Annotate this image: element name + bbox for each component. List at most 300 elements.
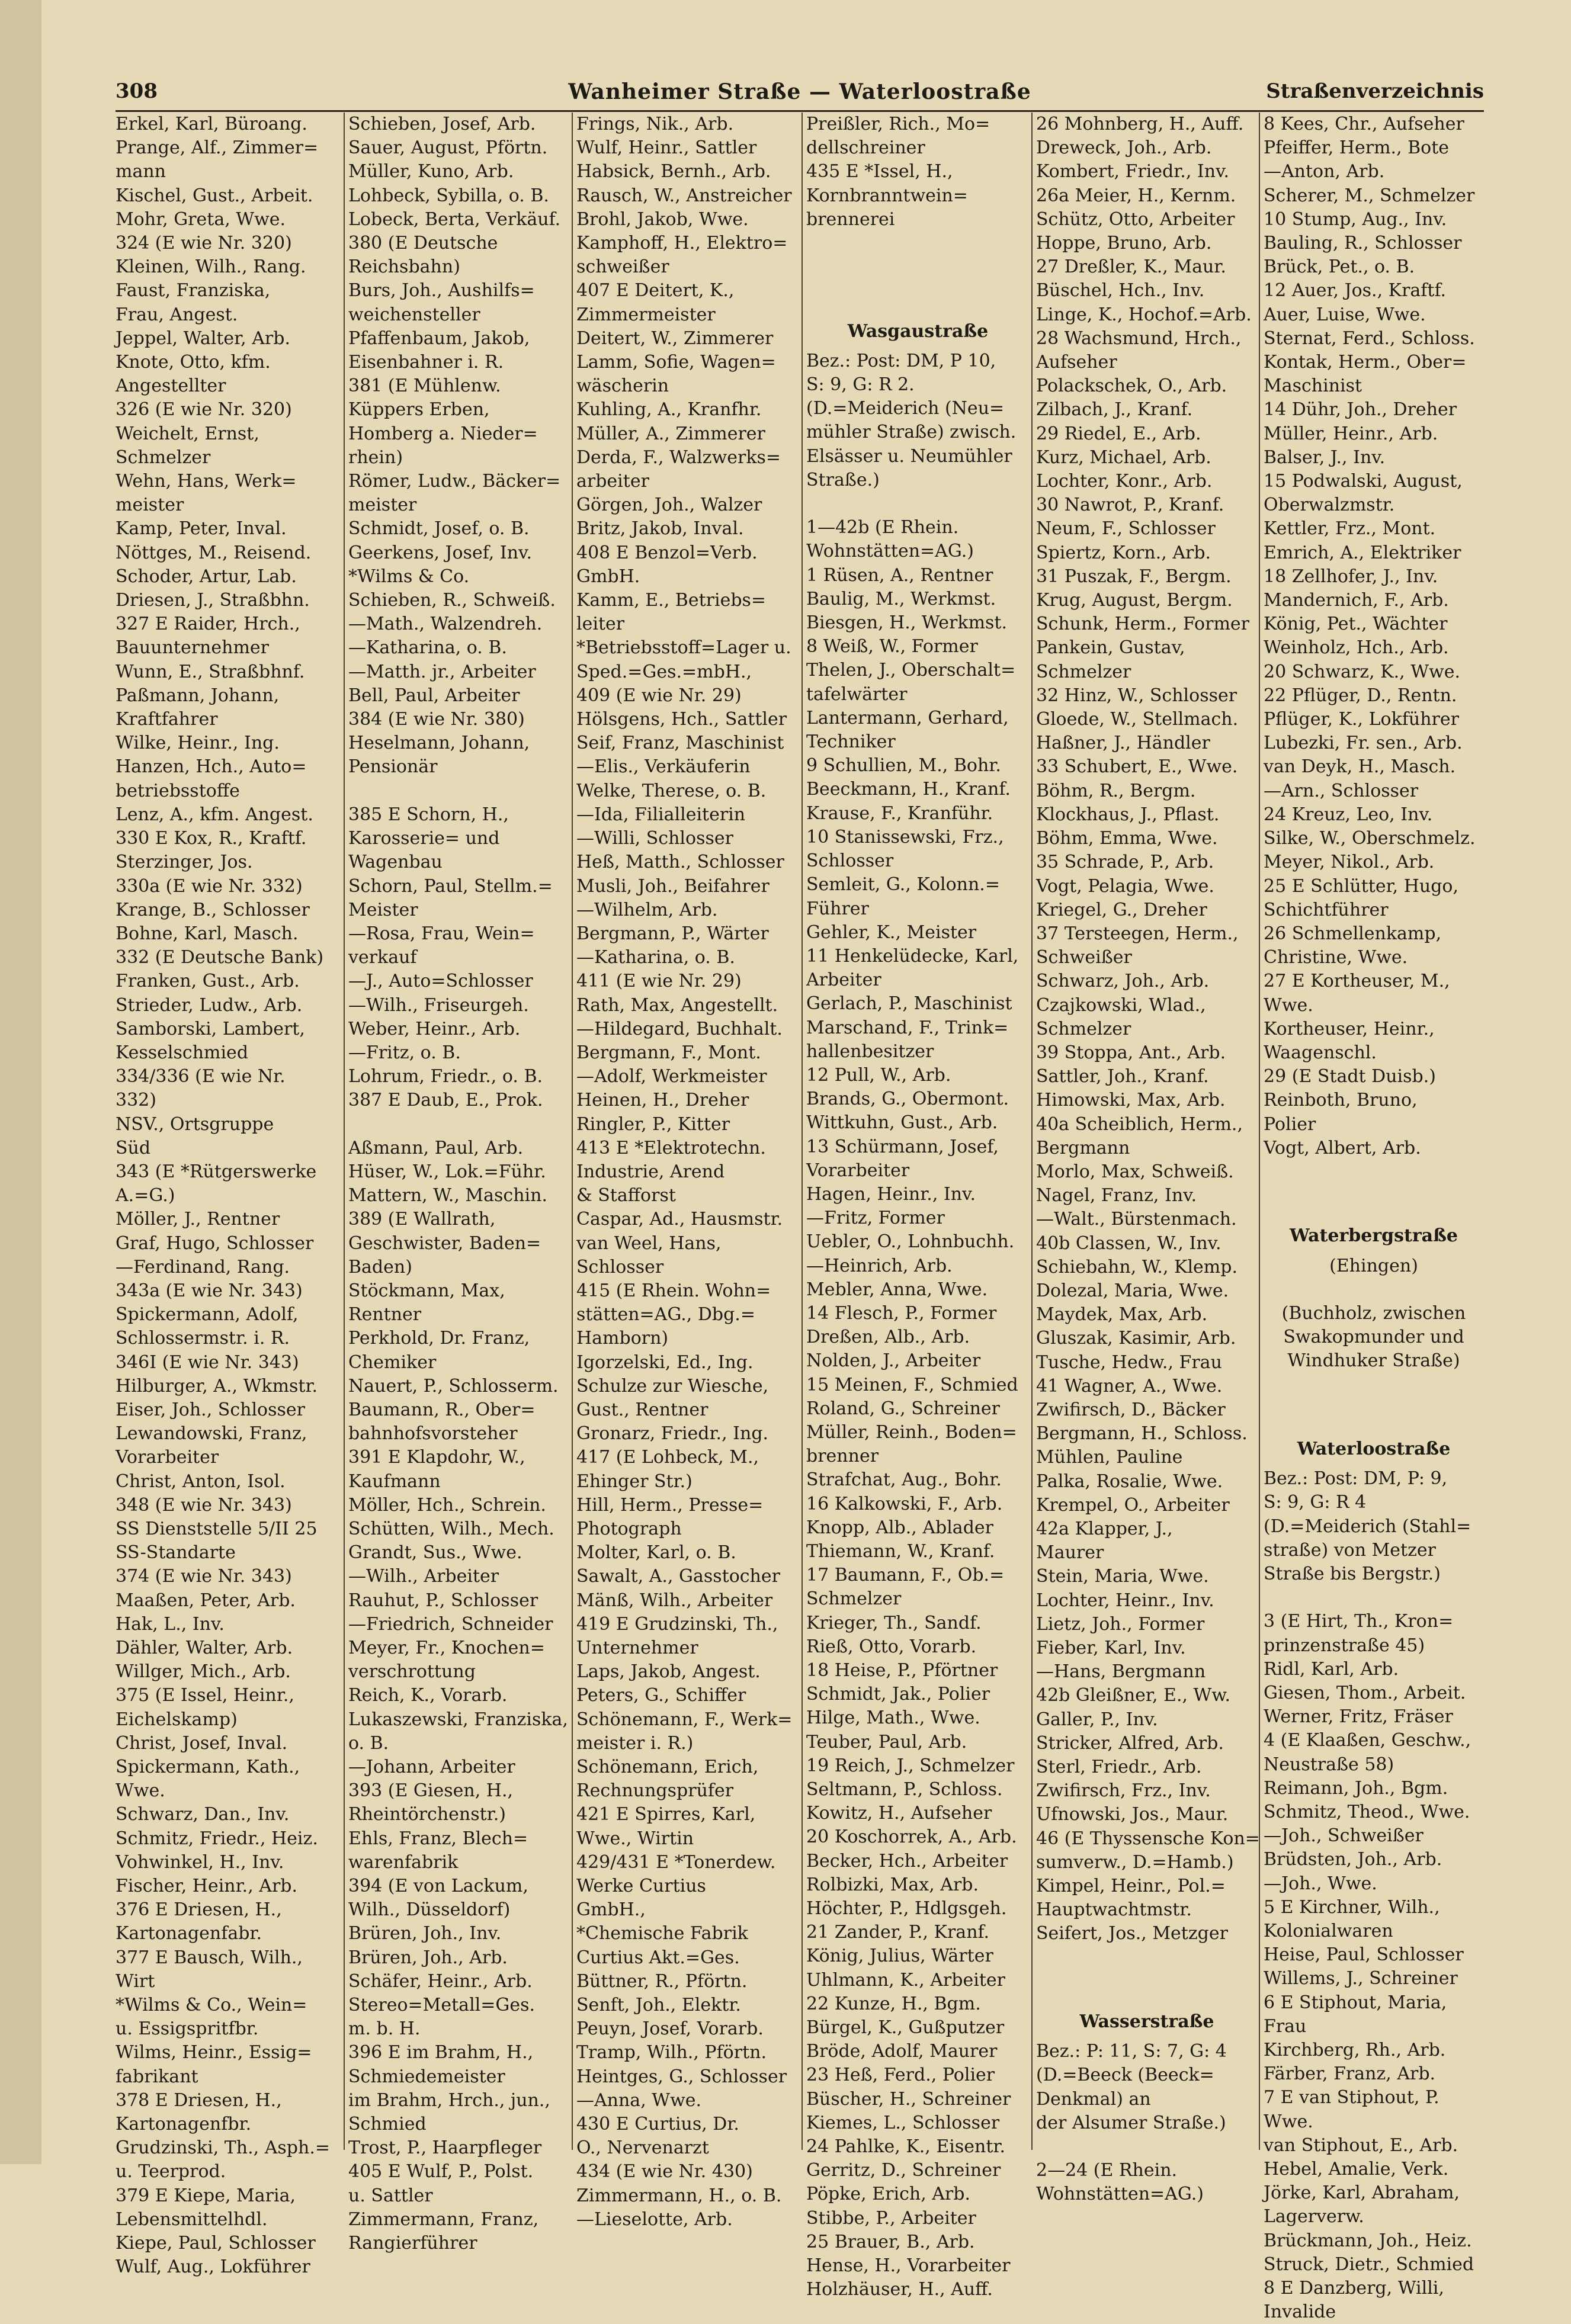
directory-entry: Müller, Heinr., Arb.: [1264, 423, 1438, 444]
directory-entry: [806, 279, 1030, 303]
directory-entry: Lebensmittelhdl.: [116, 2209, 268, 2230]
directory-entry: Meyer, Fr., Knochen=: [348, 1638, 545, 1658]
directory-entry: Schmelzer: [1036, 661, 1131, 682]
directory-entry: Schwarz, Dan., Inv.: [116, 1804, 290, 1825]
directory-entry: Stricker, Alfred, Arb.: [1036, 1732, 1224, 1754]
directory-entry: 324 (E wie Nr. 320): [116, 233, 292, 254]
directory-entry: Bauunternehmer: [116, 637, 269, 659]
directory-entry: Beeckmann, H., Kranf.: [806, 779, 1011, 800]
directory-entry: 20 Koschorrek, A., Arb.: [806, 1827, 1017, 1848]
directory-entry: Kleinen, Wilh., Rang.: [116, 256, 306, 278]
directory-entry: —J., Auto=Schlosser: [348, 971, 533, 992]
directory-entry: 394 (E von Lackum,: [348, 1876, 528, 1897]
directory-entry: Roland, G., Schreiner: [806, 1398, 1001, 1419]
directory-entry: Techniker: [806, 731, 896, 753]
directory-entry: betriebsstoffe: [116, 780, 240, 801]
directory-entry: [1264, 1373, 1484, 1397]
directory-entry: Spickermann, Adolf,: [116, 1304, 299, 1325]
directory-entry: Schiebahn, W., Klemp.: [1036, 1256, 1237, 1277]
directory-entry: der Alsumer Straße.): [1036, 2112, 1226, 2133]
directory-entry: Knopp, Alb., Ablader: [806, 1517, 993, 1538]
directory-entry: Stibbe, P., Arbeiter: [806, 2207, 976, 2229]
street-heading: Wasgaustraße: [847, 320, 989, 342]
directory-entry: 28 Wachsmund, Hrch.,: [1036, 328, 1242, 349]
directory-entry: 376 E Driesen, H.,: [116, 1899, 282, 1921]
directory-entry: Bröde, Adolf, Maurer: [806, 2041, 998, 2062]
directory-entry: 393 (E Giesen, H.,: [348, 1780, 514, 1802]
directory-entry: Laps, Jakob, Angest.: [576, 1661, 761, 1683]
directory-entry: Kamphoff, H., Elektro=: [576, 233, 788, 254]
directory-entry: Brüren, Joh., Arb.: [348, 1947, 508, 1968]
directory-entry: 327 E Raider, Hrch.,: [116, 614, 300, 635]
directory-entry: tafelwärter: [806, 683, 908, 705]
directory-entry: Perkhold, Dr. Franz,: [348, 1328, 530, 1349]
directory-entry: Wilke, Heinr., Ing.: [116, 733, 280, 754]
directory-entry: Rechnungsprüfer: [576, 1780, 734, 1802]
directory-entry: —Hildegard, Buchhalt.: [576, 1018, 783, 1039]
directory-entry: bahnhofsvorsteher: [348, 1423, 518, 1445]
directory-entry: Thiemann, W., Kranf.: [806, 1540, 995, 1562]
directory-entry: verkauf: [348, 947, 417, 968]
directory-entry: 24 Pahlke, K., Eisentr.: [806, 2136, 1005, 2158]
directory-entry: Wunn, E., Straßbhnf.: [116, 661, 305, 682]
page-number: 308: [116, 79, 158, 103]
directory-entry: Silke, W., Oberschmelz.: [1264, 828, 1476, 849]
directory-entry: Heß, Matth., Schlosser: [576, 852, 784, 873]
directory-entry: *Wilms & Co.: [348, 566, 470, 587]
directory-entry: Nolden, J., Arbeiter: [806, 1350, 981, 1372]
street-note: Swakopmunder und: [1283, 1327, 1464, 1348]
directory-entry: 15 Meinen, F., Schmied: [806, 1374, 1018, 1395]
directory-entry: van Weel, Hans,: [576, 1232, 722, 1254]
directory-entry: Kortheuser, Heinr.,: [1264, 1018, 1435, 1039]
directory-entry: —Math., Walzendreh.: [348, 614, 543, 635]
directory-entry: Büttner, R., Pförtn.: [576, 1970, 748, 1992]
directory-entry: —Johann, Arbeiter: [348, 1757, 515, 1778]
directory-entry: Wwe., Wirtin: [576, 1828, 694, 1849]
directory-entry: Hölsgens, Hch., Sattler: [576, 709, 787, 730]
directory-entry: 330a (E wie Nr. 332): [116, 875, 303, 897]
directory-entry: Wulf, Aug., Lokführer: [116, 2256, 310, 2278]
directory-entry: 27 E Kortheuser, M.,: [1264, 971, 1450, 992]
directory-entry: Sattler, Joh., Kranf.: [1036, 1066, 1209, 1087]
directory-entry: Weinholz, Hch., Arb.: [1264, 637, 1449, 659]
directory-entry: Lohbeck, Sybilla, o. B.: [348, 185, 549, 206]
directory-entry: schweißer: [576, 256, 669, 278]
directory-entry: 12 Pull, W., Arb.: [806, 1064, 951, 1086]
directory-entry: Führer: [806, 898, 869, 919]
directory-entry: Grandt, Sus., Wwe.: [348, 1542, 522, 1564]
directory-entry: Graf, Hugo, Schlosser: [116, 1232, 314, 1254]
directory-entry: Aßmann, Paul, Arb.: [348, 1137, 524, 1158]
directory-entry: Gerritz, D., Schreiner: [806, 2160, 1001, 2181]
directory-entry: Kurz, Michael, Arb.: [1036, 447, 1211, 468]
directory-entry: 332 (E Deutsche Bank): [116, 947, 324, 968]
directory-entry: Vohwinkel, H., Inv.: [116, 1851, 284, 1873]
directory-entry: GmbH.,: [576, 1899, 646, 1921]
directory-entry: Maaßen, Peter, Arb.: [116, 1590, 296, 1611]
directory-entry: 18 Zellhofer, J., Inv.: [1264, 566, 1438, 587]
directory-entry: —Hans, Bergmann: [1036, 1661, 1206, 1683]
directory-entry: 11 Henkelüdecke, Karl,: [806, 945, 1019, 967]
directory-entry: Schoder, Artur, Lab.: [116, 566, 297, 587]
directory-entry: *Betriebsstoff=Lager u.: [576, 637, 791, 659]
directory-entry: mann: [116, 161, 166, 182]
directory-entry: 17 Baumann, F., Ob.=: [806, 1565, 1005, 1586]
directory-entry: Vorarbeiter: [806, 1160, 910, 1181]
directory-entry: Schmied: [348, 2114, 427, 2135]
directory-entry: Hauptwachtmstr.: [1036, 1899, 1192, 1921]
directory-entry: Görgen, Joh., Walzer: [576, 495, 762, 516]
directory-entry: Schönemann, F., Werk=: [576, 1709, 793, 1730]
directory-entry: Kamp, Peter, Inval.: [116, 518, 287, 540]
directory-entry: Schlosser: [806, 850, 894, 872]
directory-entry: 6 E Stiphout, Maria,: [1264, 1992, 1447, 2013]
section-title: Straßenverzeichnis: [1266, 79, 1484, 103]
directory-entry: [1264, 1160, 1484, 1184]
directory-entry: Lochter, Heinr., Inv.: [1036, 1590, 1214, 1611]
directory-entry: Krempel, O., Arbeiter: [1036, 1494, 1230, 1516]
directory-entry: NSV., Ortsgruppe: [116, 1113, 274, 1135]
directory-entry: Baumann, R., Ober=: [348, 1399, 536, 1420]
directory-entry: Vogt, Albert, Arb.: [1264, 1137, 1421, 1158]
directory-entry: Erkel, Karl, Büroang.: [116, 114, 307, 134]
directory-entry: Rentner: [348, 1304, 422, 1325]
column-5: [1031, 113, 1260, 2205]
directory-entry: Reinboth, Bruno,: [1264, 1090, 1418, 1111]
directory-entry: im Brahm, Hrch., jun.,: [348, 2089, 550, 2111]
street-heading: Waterbergstraße: [1290, 1225, 1458, 1247]
directory-entry: Uebler, O., Lohnbuchh.: [806, 1231, 1015, 1253]
directory-entry: Pfaffenbaum, Jakob,: [348, 328, 530, 349]
directory-entry: 42b Gleißner, E., Ww.: [1036, 1685, 1231, 1706]
directory-entry: —Friedrich, Schneider: [348, 1613, 553, 1635]
directory-entry: 408 E Benzol=Verb.: [576, 542, 758, 563]
directory-entry: [348, 1113, 570, 1137]
directory-entry: prinzenstraße 45): [1264, 1635, 1425, 1656]
directory-entry: Semleit, G., Kolonn.=: [806, 874, 1000, 895]
directory-entry: 332): [116, 1090, 156, 1111]
directory-entry: 22 Pflüger, D., Rentn.: [1264, 685, 1457, 706]
directory-entry: 391 E Klapdohr, W.,: [348, 1447, 525, 1468]
directory-entry: 385 E Schorn, H.,: [348, 804, 509, 825]
directory-entry: Schönemann, Erich,: [576, 1757, 759, 1778]
directory-entry: Frau: [1264, 2015, 1307, 2037]
directory-entry: Thelen, J., Oberschalt=: [806, 660, 1016, 681]
directory-entry: 4 (E Klaaßen, Geschw.,: [1264, 1730, 1471, 1751]
directory-entry: 31 Puszak, F., Bergm.: [1036, 566, 1232, 587]
directory-entry: —Wilh., Arbeiter: [348, 1566, 499, 1587]
directory-entry: 330 E Kox, R., Kraftf.: [116, 828, 307, 849]
directory-entry: Trost, P., Haarpfleger: [348, 2137, 542, 2159]
street-heading: Wasserstraße: [1079, 2011, 1214, 2033]
directory-entry: Unternehmer: [576, 1638, 698, 1658]
directory-entry: Gronarz, Friedr., Ing.: [576, 1423, 769, 1445]
directory-entry: Lohrum, Friedr., o. B.: [348, 1066, 543, 1087]
directory-entry: Schmelzer: [1036, 1018, 1131, 1039]
directory-entry: Bell, Paul, Arbeiter: [348, 685, 520, 706]
directory-entry: m. b. H.: [348, 2018, 421, 2040]
directory-entry: Elsässer u. Neumühler: [806, 445, 1012, 467]
directory-entry: Christine, Wwe.: [1264, 947, 1408, 968]
page-header: [116, 79, 1484, 115]
directory-entry: Weber, Heinr., Arb.: [348, 1018, 521, 1039]
directory-entry: 26a Meier, H., Kernm.: [1036, 185, 1236, 206]
directory-entry: Biesgen, H., Werkmst.: [806, 612, 1008, 634]
directory-entry: Musli, Joh., Beifahrer: [576, 875, 770, 897]
directory-entry: Mänß, Wilh., Arbeiter: [576, 1590, 773, 1611]
directory-entry: Hilburger, A., Wkmstr.: [116, 1375, 318, 1397]
directory-entry: Dolezal, Maria, Wwe.: [1036, 1280, 1229, 1301]
directory-entry: Fieber, Karl, Inv.: [1036, 1638, 1186, 1658]
directory-entry: Holzhäuser, H., Auff.: [806, 2279, 993, 2300]
directory-entry: Frings, Nik., Arb.: [576, 114, 734, 134]
directory-entry: —Walt., Bürstenmach.: [1036, 1209, 1237, 1230]
directory-entry: Habsick, Bernh., Arb.: [576, 161, 771, 182]
directory-entry: Christ, Josef, Inval.: [116, 1732, 288, 1754]
directory-entry: —Joh., Schweißer: [1264, 1825, 1423, 1847]
directory-entry: 42a Klapper, J.,: [1036, 1518, 1173, 1539]
directory-entry: Haßner, J., Händler: [1036, 733, 1210, 754]
directory-entry: van Deyk, H., Masch.: [1264, 756, 1456, 778]
directory-entry: Hak, L., Inv.: [116, 1613, 225, 1635]
directory-entry: Werke Curtius: [576, 1876, 706, 1897]
directory-entry: Lantermann, Gerhard,: [806, 707, 1009, 728]
directory-entry: 430 E Curtius, Dr.: [576, 2114, 739, 2135]
directory-entry: Galler, P., Inv.: [1036, 1709, 1158, 1730]
directory-entry: Sawalt, A., Gasstocher: [576, 1566, 780, 1587]
directory-entry: —Matth. jr., Arbeiter: [348, 661, 536, 682]
directory-entry: Pfeiffer, Herm., Bote: [1264, 137, 1450, 159]
directory-entry: 22 Kunze, H., Bgm.: [806, 1993, 981, 2014]
directory-entry: Kamm, E., Betriebs=: [576, 590, 767, 611]
directory-entry: 387 E Daub, E., Prok.: [348, 1090, 543, 1111]
directory-entry: Zwifirsch, D., Bäcker: [1036, 1399, 1226, 1420]
directory-entry: 405 E Wulf, P., Polst.: [348, 2161, 534, 2182]
street-heading: Waterloostraße: [1297, 1438, 1451, 1459]
directory-entry: Böhm, Emma, Wwe.: [1036, 828, 1218, 849]
directory-entry: Lagerverw.: [1264, 2206, 1364, 2227]
directory-entry: Palka, Rosalie, Wwe.: [1036, 1471, 1223, 1492]
directory-entry: Wwe.: [116, 1780, 165, 1802]
directory-entry: Prange, Alf., Zimmer=: [116, 137, 319, 159]
directory-entry: 26 Mohnberg, H., Auff.: [1036, 114, 1244, 134]
directory-entry: 16 Kalkowski, F., Arb.: [806, 1493, 1003, 1514]
directory-entry: 381 (E Mühlenw.: [348, 375, 501, 397]
directory-entry: 14 Flesch, P., Former: [806, 1302, 997, 1324]
directory-entry: Schunk, Herm., Former: [1036, 614, 1249, 635]
directory-entry: 429/431 E *Tonerdew.: [576, 1851, 776, 1873]
directory-entry: Spiertz, Korn., Arb.: [1036, 542, 1211, 563]
street-note: (Buchholz, zwischen: [1281, 1302, 1466, 1324]
directory-entry: Rieß, Otto, Vorarb.: [806, 1636, 977, 1657]
directory-entry: 26 Schmellenkamp,: [1264, 923, 1442, 944]
directory-entry: 39 Stoppa, Ant., Arb.: [1036, 1042, 1226, 1063]
directory-entry: 415 (E Rhein. Wohn=: [576, 1280, 771, 1301]
directory-entry: Fischer, Heinr., Arb.: [116, 1876, 298, 1897]
directory-entry: König, Pet., Wächter: [1264, 614, 1448, 635]
directory-entry: 434 (E wie Nr. 430): [576, 2161, 753, 2182]
directory-entry: [806, 492, 1030, 516]
directory-entry: Pensionär: [348, 756, 438, 778]
directory-entry: 25 E Schlütter, Hugo,: [1264, 875, 1459, 897]
directory-entry: sumverw., D.=Hamb.): [1036, 1851, 1234, 1873]
directory-entry: Eichelskamp): [116, 1709, 238, 1730]
directory-entry: Wittkuhn, Gust., Arb.: [806, 1112, 998, 1134]
header-rule: [116, 110, 1484, 112]
directory-entry: Sauer, August, Pförtn.: [348, 137, 548, 159]
directory-entry: rhein): [348, 447, 403, 468]
directory-entry: Marschand, F., Trink=: [806, 1017, 1009, 1038]
directory-entry: Kriegel, G., Dreher: [1036, 899, 1207, 920]
directory-entry: Schwarz, Joh., Arb.: [1036, 971, 1210, 992]
page-spine-shadow: [0, 0, 41, 2164]
directory-entry: 24 Kreuz, Leo, Inv.: [1264, 804, 1433, 825]
directory-entry: Gust., Rentner: [576, 1399, 708, 1420]
directory-entry: Sterl, Friedr., Arb.: [1036, 1757, 1202, 1778]
directory-entry: Franken, Gust., Arb.: [116, 971, 300, 992]
directory-entry: 419 E Grudzinski, Th.,: [576, 1613, 778, 1635]
directory-entry: Knote, Otto, kfm.: [116, 352, 271, 373]
directory-entry: —Katharina, o. B.: [576, 947, 735, 968]
directory-entry: Mattern, W., Maschin.: [348, 1185, 547, 1206]
directory-entry: —Elis., Verkäuferin: [576, 756, 751, 778]
directory-entry: Senft, Joh., Elektr.: [576, 1995, 741, 2016]
directory-entry: 13 Schürmann, Josef,: [806, 1136, 999, 1157]
directory-entry: Nagel, Franz, Inv.: [1036, 1185, 1197, 1206]
directory-entry: 18 Heise, P., Pförtner: [806, 1660, 998, 1681]
directory-entry: Kiemes, L., Schlosser: [806, 2112, 1000, 2133]
directory-entry: Caspar, Ad., Hausmstr.: [576, 1209, 783, 1230]
directory-entry: Wwe.: [1264, 2111, 1313, 2132]
directory-entry: Müller, A., Zimmerer: [576, 423, 765, 444]
directory-entry: Brands, G., Obermont.: [806, 1089, 1009, 1110]
directory-entry: Möller, Hch., Schrein.: [348, 1494, 546, 1516]
directory-entry: Heise, Paul, Schlosser: [1264, 1944, 1464, 1966]
directory-entry: Sped.=Ges.=mbH.,: [576, 661, 752, 682]
directory-entry: Kettler, Frz., Mont.: [1264, 518, 1436, 540]
directory-entry: Kirchberg, Rh., Arb.: [1264, 2040, 1446, 2061]
directory-entry: Morlo, Max, Schweiß.: [1036, 1161, 1234, 1182]
directory-entry: Bez.: P: 11, S: 7, G: 4: [1036, 2041, 1227, 2062]
directory-entry: Wohnstätten=AG.): [1036, 2184, 1204, 2205]
directory-entry: Bez.: Post: DM, P 10,: [806, 350, 996, 371]
directory-entry: Lobeck, Berta, Verkäuf.: [348, 208, 561, 230]
directory-entry: [806, 255, 1030, 279]
directory-entry: —Ferdinand, Rang.: [116, 1256, 290, 1277]
directory-entry: Kiepe, Paul, Schlosser: [116, 2233, 316, 2254]
directory-entry: Kesselschmied: [116, 1042, 249, 1063]
directory-entry: Ehinger Str.): [576, 1471, 692, 1492]
directory-entry: Meyer, Nikol., Arb.: [1264, 852, 1435, 873]
directory-entry: 15 Podwalski, August,: [1264, 471, 1463, 492]
directory-entry: Sternat, Ferd., Schloss.: [1264, 328, 1475, 349]
directory-entry: Arbeiter: [806, 970, 881, 991]
directory-entry: S: 9, G: R 4: [1264, 1492, 1367, 1513]
directory-entry: Wulf, Heinr., Sattler: [576, 137, 757, 159]
directory-entry: —Lieselotte, Arb.: [576, 2209, 733, 2230]
directory-entry: Schlossermstr. i. R.: [116, 1328, 290, 1349]
directory-entry: Wagenbau: [348, 852, 443, 873]
directory-entry: Büscher, H., Schreiner: [806, 2088, 1011, 2110]
directory-entry: 411 (E wie Nr. 29): [576, 971, 742, 992]
directory-entry: 380 (E Deutsche: [348, 233, 498, 254]
directory-entry: [1036, 1970, 1258, 1994]
directory-entry: Faust, Franziska,: [116, 280, 271, 301]
directory-entry: Schäfer, Heinr., Arb.: [348, 1970, 533, 1992]
directory-entry: 334/336 (E wie Nr.: [116, 1066, 286, 1087]
directory-entry: (D.=Meiderich (Stahl=: [1264, 1516, 1471, 1537]
directory-entry: Bauling, R., Schlosser: [1264, 233, 1462, 254]
directory-entry: Römer, Ludw., Bäcker=: [348, 471, 561, 492]
directory-entry: —Arn., Schlosser: [1264, 780, 1419, 801]
street-note: Windhuker Straße): [1287, 1350, 1460, 1372]
directory-entry: 29 Riedel, E., Arb.: [1036, 423, 1201, 444]
directory-entry: 396 E im Brahm, H.,: [348, 2042, 534, 2063]
directory-entry: SS-Standarte: [116, 1542, 236, 1564]
directory-entry: Rheintörchenstr.): [348, 1804, 506, 1825]
directory-entry: Hill, Herm., Presse=: [576, 1494, 764, 1516]
directory-entry: Mohr, Greta, Wwe.: [116, 208, 286, 230]
directory-entry: Heintges, G., Schlosser: [576, 2066, 787, 2087]
directory-entry: Böhm, R., Bergm.: [1036, 780, 1196, 801]
directory-entry: Gloede, W., Stellmach.: [1036, 709, 1239, 730]
directory-entry: Welke, Therese, o. B.: [576, 780, 767, 801]
directory-entry: 5 E Kirchner, Wilh.,: [1264, 1896, 1440, 1918]
directory-entry: Schmelzer: [806, 1588, 902, 1610]
directory-entry: Schulze zur Wiesche,: [576, 1375, 769, 1397]
directory-entry: Brückmann, Joh., Heiz.: [1264, 2230, 1472, 2251]
directory-entry: 377 E Bausch, Wilh.,: [116, 1947, 303, 1968]
directory-entry: Schieben, R., Schweiß.: [348, 590, 556, 611]
directory-entry: [1264, 1278, 1484, 1302]
directory-entry: Schlosser: [576, 1256, 664, 1277]
directory-entry: Süd: [116, 1137, 151, 1158]
directory-entry: Bergmann, F., Mont.: [576, 1042, 761, 1063]
directory-entry: Kombert, Friedr., Inv.: [1036, 161, 1230, 182]
directory-entry: Stereo=Metall=Ges.: [348, 1995, 536, 2016]
directory-entry: 389 (E Wallrath,: [348, 1209, 496, 1230]
directory-entry: [1036, 1946, 1258, 1970]
directory-entry: Balser, J., Inv.: [1264, 447, 1386, 468]
directory-entry: Zimmermann, H., o. B.: [576, 2185, 782, 2206]
directory-entry: Zimmermann, Franz,: [348, 2209, 539, 2230]
directory-entry: 326 (E wie Nr. 320): [116, 399, 292, 420]
directory-entry: —Anton, Arb.: [1264, 161, 1385, 182]
directory-entry: 27 Dreßler, K., Maur.: [1036, 256, 1226, 278]
directory-entry: Brüdsten, Joh., Arb.: [1264, 1849, 1442, 1870]
directory-entry: [806, 232, 1030, 255]
directory-entry: Peuyn, Josef, Vorarb.: [576, 2018, 764, 2040]
directory-entry: Grudzinski, Th., Asph.=: [116, 2137, 330, 2159]
directory-entry: Schütz, Otto, Arbeiter: [1036, 208, 1235, 230]
directory-entry: Möller, J., Rentner: [116, 1209, 280, 1230]
directory-entry: Gerlach, P., Maschinist: [806, 993, 1012, 1015]
directory-entry: Büschel, Hch., Inv.: [1036, 280, 1205, 301]
directory-entry: Burs, Joh., Aushilfs=: [348, 280, 535, 301]
directory-entry: Bez.: Post: DM, P: 9,: [1264, 1468, 1448, 1490]
directory-entry: Himowski, Max, Arb.: [1036, 1090, 1226, 1111]
directory-entry: Vorarbeiter: [116, 1447, 219, 1468]
directory-entry: Pankein, Gustav,: [1036, 637, 1185, 659]
directory-entry: 378 E Driesen, H.,: [116, 2089, 282, 2111]
directory-entry: —Joh., Wwe.: [1264, 1873, 1377, 1894]
directory-entry: 10 Stump, Aug., Inv.: [1264, 208, 1447, 230]
directory-entry: Reichsbahn): [348, 256, 460, 278]
directory-entry: van Stiphout, E., Arb.: [1264, 2134, 1458, 2156]
directory-entry: Färber, Franz, Arb.: [1264, 2063, 1436, 2085]
directory-entry: Waagenschl.: [1264, 1042, 1377, 1063]
